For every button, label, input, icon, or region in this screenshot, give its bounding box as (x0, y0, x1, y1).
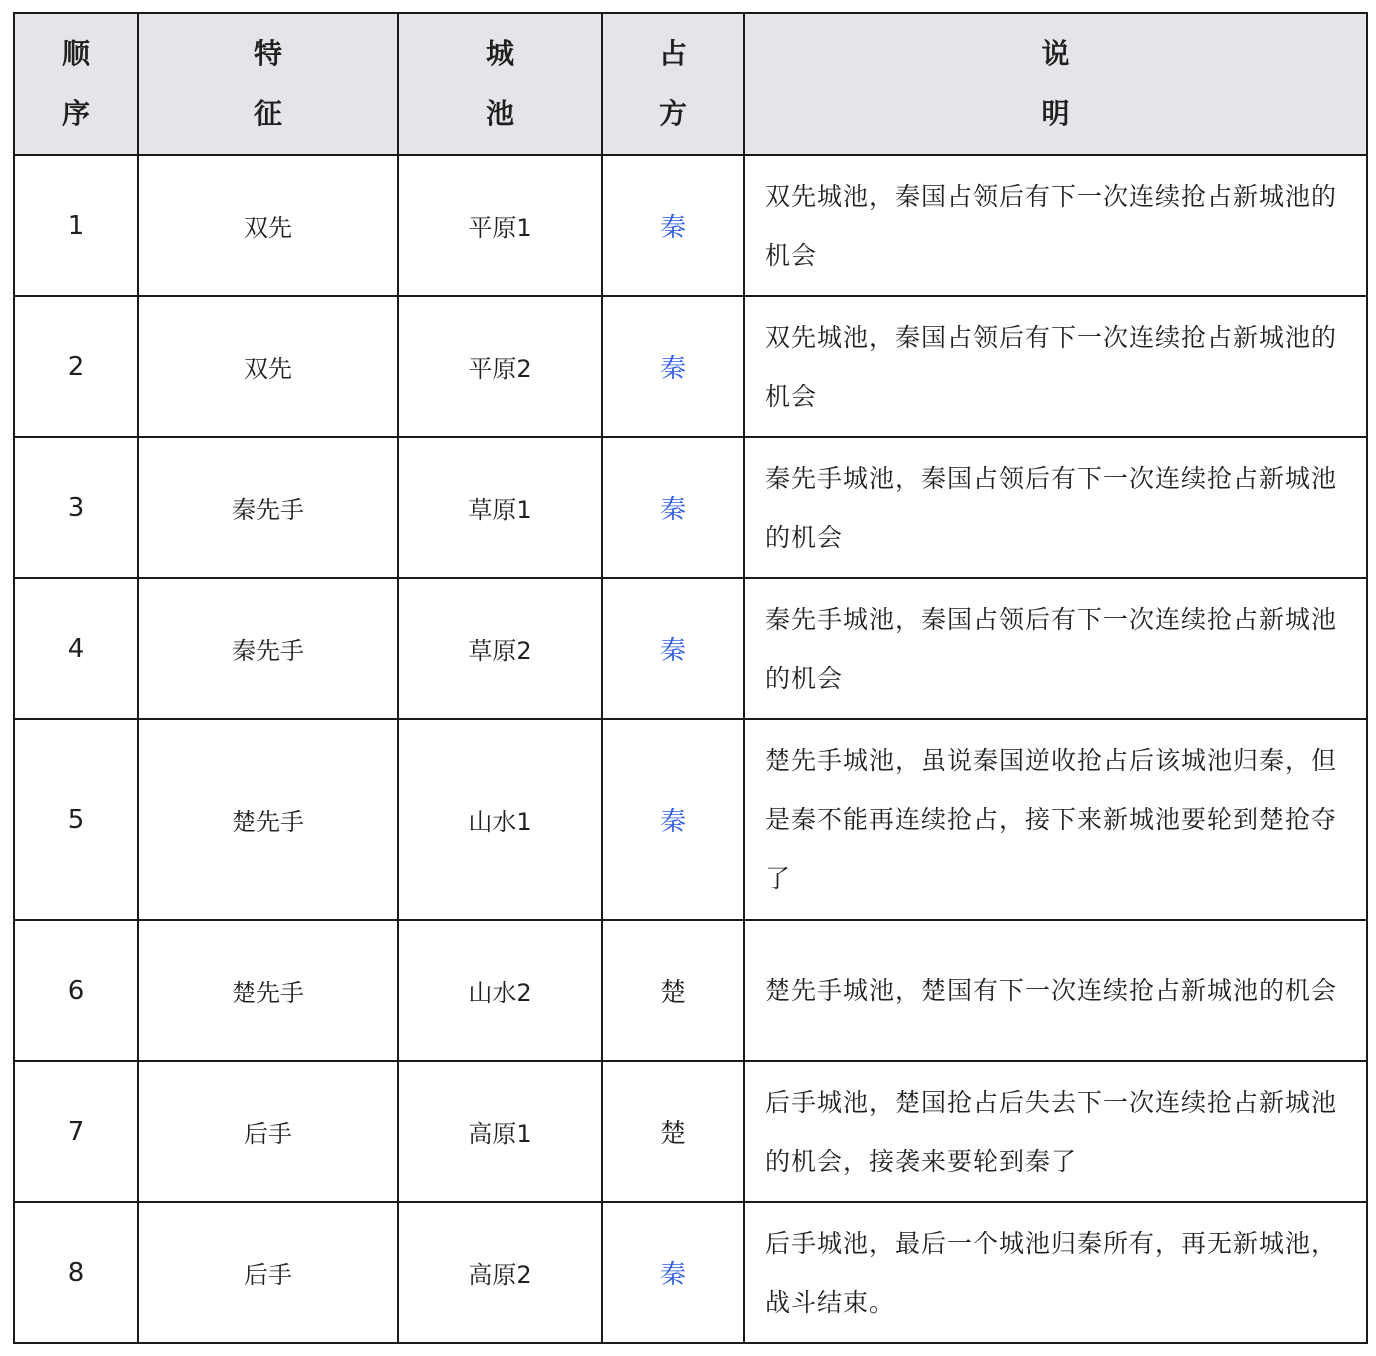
cell-side: 楚 (602, 1061, 744, 1202)
table-row (14, 1061, 1367, 1202)
cell-city: 草原2 (398, 578, 602, 719)
cell-feature: 秦先手 (138, 578, 398, 719)
header-city-char-1: 城 (485, 37, 514, 70)
header-index (14, 13, 138, 155)
header-side-char-1: 占 (658, 37, 687, 70)
cell-index: 7 (14, 1061, 138, 1202)
cell-desc: 秦先手城池，秦国占领后有下一次连续抢占新城池的机会 (744, 437, 1367, 578)
header-desc-char-1: 说 (1041, 37, 1070, 70)
table-row (14, 437, 1367, 578)
header-city-char-2: 池 (485, 97, 514, 130)
cell-desc: 双先城池，秦国占领后有下一次连续抢占新城池的机会 (744, 296, 1367, 437)
header-side-char-2: 方 (658, 97, 687, 130)
header-feature (138, 13, 398, 155)
table-row (14, 155, 1367, 296)
cell-index: 4 (14, 578, 138, 719)
table-header (14, 13, 1367, 155)
cell-index: 2 (14, 296, 138, 437)
cell-side: 楚 (602, 920, 744, 1061)
cell-side: 秦 (602, 437, 744, 578)
cell-city: 平原2 (398, 296, 602, 437)
header-desc-char-2: 明 (1041, 97, 1070, 130)
cell-city: 高原1 (398, 1061, 602, 1202)
cell-desc: 双先城池，秦国占领后有下一次连续抢占新城池的机会 (744, 155, 1367, 296)
cell-side: 秦 (602, 1202, 744, 1343)
cell-side: 秦 (602, 155, 744, 296)
cell-feature: 后手 (138, 1202, 398, 1343)
header-row (14, 13, 1367, 155)
cell-desc: 后手城池，最后一个城池归秦所有，再无新城池，战斗结束。 (744, 1202, 1367, 1343)
cell-feature: 后手 (138, 1061, 398, 1202)
cell-desc: 后手城池，楚国抢占后失去下一次连续抢占新城池的机会，接袭来要轮到秦了 (744, 1061, 1367, 1202)
header-feature-char-2: 征 (253, 97, 282, 130)
cell-city: 山水2 (398, 920, 602, 1061)
cell-feature: 楚先手 (138, 920, 398, 1061)
city-table (13, 12, 1368, 1344)
cell-side: 秦 (602, 296, 744, 437)
header-side (602, 13, 744, 155)
cell-side: 秦 (602, 578, 744, 719)
cell-index: 5 (14, 719, 138, 920)
header-city (398, 13, 602, 155)
cell-feature: 秦先手 (138, 437, 398, 578)
cell-city: 山水1 (398, 719, 602, 920)
table-row (14, 719, 1367, 920)
table-body (14, 155, 1367, 1343)
table-row (14, 1202, 1367, 1343)
cell-desc: 秦先手城池，秦国占领后有下一次连续抢占新城池的机会 (744, 578, 1367, 719)
cell-index: 6 (14, 920, 138, 1061)
header-index-char-1: 顺 (61, 37, 90, 70)
header-feature-char-1: 特 (253, 37, 282, 70)
cell-side: 秦 (602, 719, 744, 920)
cell-city: 草原1 (398, 437, 602, 578)
cell-feature: 楚先手 (138, 719, 398, 920)
cell-city: 平原1 (398, 155, 602, 296)
header-index-char-2: 序 (61, 97, 90, 130)
cell-index: 8 (14, 1202, 138, 1343)
cell-index: 1 (14, 155, 138, 296)
cell-feature: 双先 (138, 296, 398, 437)
cell-feature: 双先 (138, 155, 398, 296)
cell-desc: 楚先手城池，虽说秦国逆收抢占后该城池归秦，但是秦不能再连续抢占，接下来新城池要轮到楚抢夺了 (744, 719, 1367, 920)
cell-city: 高原2 (398, 1202, 602, 1343)
cell-desc: 楚先手城池，楚国有下一次连续抢占新城池的机会 (744, 920, 1367, 1061)
header-desc (744, 13, 1367, 155)
cell-index: 3 (14, 437, 138, 578)
table-row (14, 920, 1367, 1061)
table-row (14, 296, 1367, 437)
table-row (14, 578, 1367, 719)
